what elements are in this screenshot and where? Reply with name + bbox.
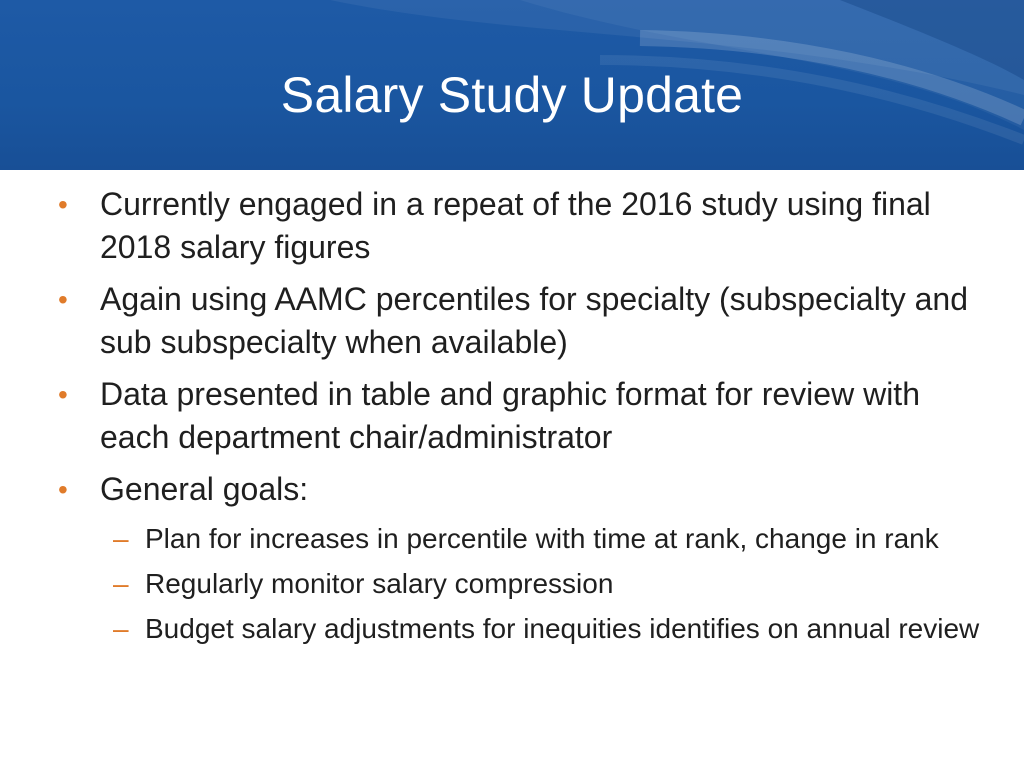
sub-bullet-marker: – [113,523,129,554]
sub-bullet-text: Plan for increases in percentile with time at rank, change in rank [145,523,939,554]
slide-title: Salary Study Update [280,67,744,123]
sub-bullet-group [56,520,986,647]
bullet-marker: • [58,189,68,220]
sub-bullet-marker: – [113,568,129,599]
sub-bullet-text: Regularly monitor salary compression [145,568,614,599]
sub-bullet-item [56,565,986,602]
bullet-item [56,278,986,364]
sub-bullet-text: Budget salary adjustments for inequities identifies on annual review [145,613,980,644]
bullet-marker: • [58,474,68,505]
bullet-item [56,373,986,459]
bullet-item [56,468,986,511]
sub-bullet-marker: – [113,613,129,644]
sub-bullet-list [56,520,986,647]
bullet-item [56,183,986,269]
sub-bullet-item [56,610,986,647]
sub-bullet-item [56,520,986,557]
bullet-marker: • [58,379,68,410]
title-banner [0,0,1024,170]
bullet-text: Again using AAMC percentiles for specialty (subspecialty and sub subspecialty when available) [100,281,968,360]
bullet-list [56,183,986,655]
bullet-marker: • [58,284,68,315]
bullet-text: Currently engaged in a repeat of the 2016 study using final 2018 salary figures [100,186,931,265]
bullet-text: Data presented in table and graphic format for review with each department chair/administrator [100,376,920,455]
bullet-text: General goals: [100,471,309,507]
